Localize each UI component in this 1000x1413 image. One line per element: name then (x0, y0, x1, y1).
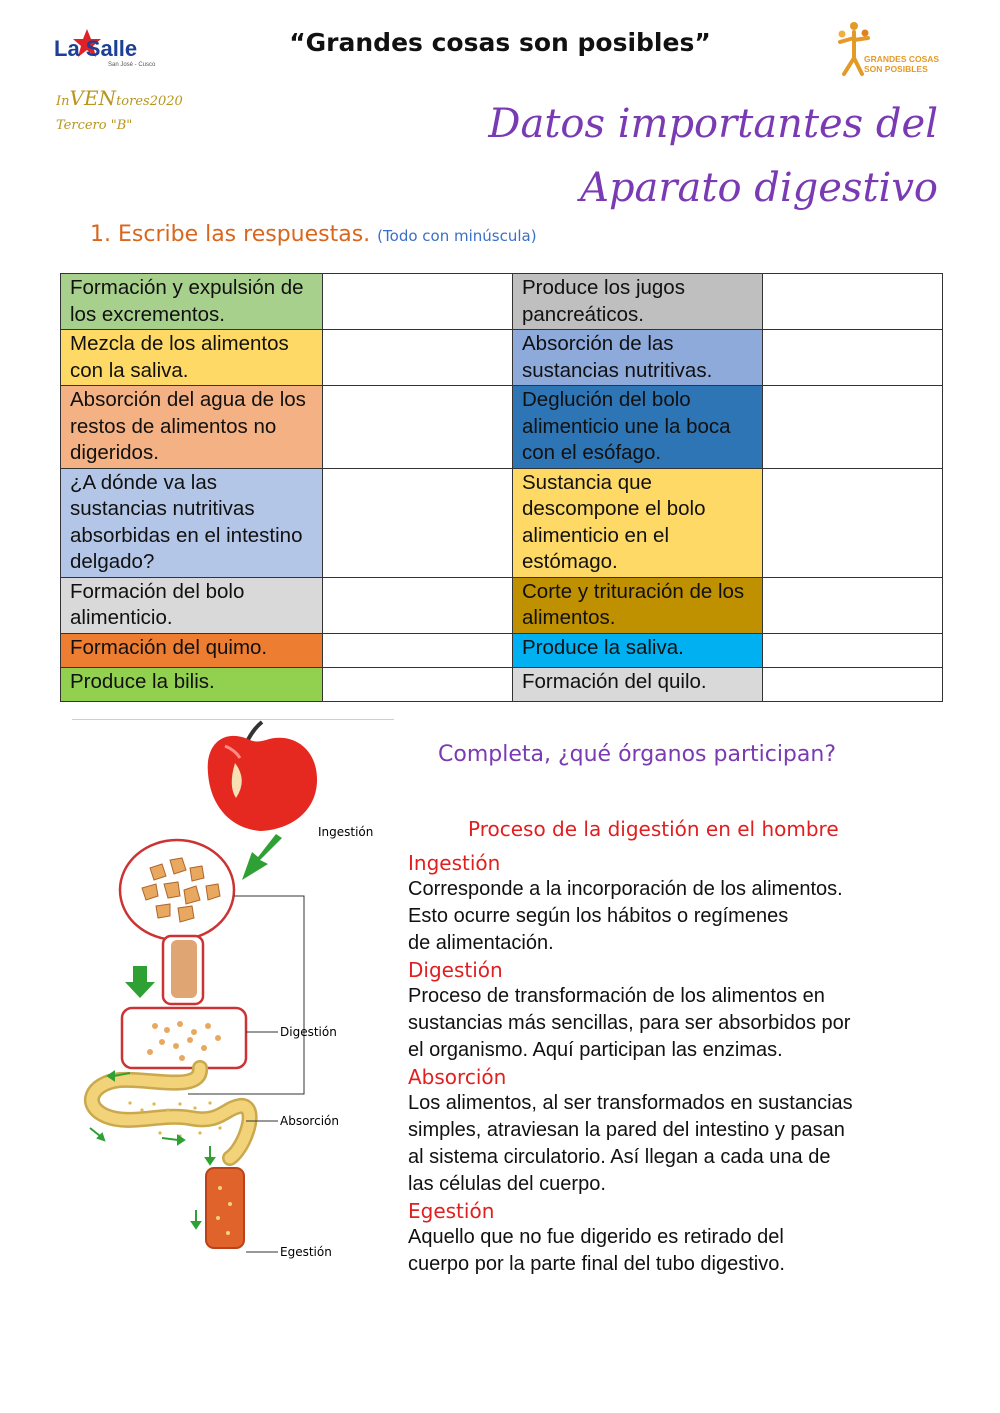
section-line: Esto ocurre según los hábitos o regímenes (408, 905, 789, 927)
section-title: Digestión (408, 958, 503, 982)
answer-field[interactable] (323, 633, 513, 667)
page-title (488, 92, 938, 220)
table-row (61, 330, 943, 386)
title-line-1: Datos importantes del (488, 101, 938, 147)
answer-field[interactable] (323, 330, 513, 386)
section-line: el organismo. Aquí participan las enzimas. (408, 1039, 783, 1061)
arrow-icon (242, 834, 282, 880)
grandes-cosas-logo (830, 18, 950, 84)
table-row (61, 468, 943, 577)
answer-field[interactable] (323, 468, 513, 577)
instruction (90, 222, 537, 247)
logo-right-line1: GRANDES COSAS (864, 54, 940, 64)
apple-icon (208, 722, 317, 831)
school-info (56, 86, 183, 138)
logo-subtext: San José - Cusco (108, 62, 156, 68)
process-sections (408, 850, 988, 1278)
question-cell: Formación del quimo. (61, 633, 323, 667)
section-line: cuerpo por la parte final del tubo digestivo. (408, 1253, 785, 1275)
answer-field[interactable] (323, 386, 513, 469)
question-cell: Corte y trituración de los alimentos. (513, 577, 763, 633)
section-absorption (408, 1064, 988, 1198)
table-row (61, 274, 943, 330)
answer-field[interactable] (763, 274, 943, 330)
section-ingestion (408, 850, 988, 957)
section-line: de alimentación. (408, 932, 554, 954)
section-line: las células del cuerpo. (408, 1173, 606, 1195)
section-egestion (408, 1198, 988, 1278)
answer-field[interactable] (323, 667, 513, 701)
question-cell: Absorción de las sustancias nutritivas. (513, 330, 763, 386)
label-digestion: Digestión (280, 1025, 337, 1039)
question-cell: Formación del bolo alimenticio. (61, 577, 323, 633)
digestion-diagram (70, 718, 390, 1263)
logo-right-line2: SON POSIBLES (864, 64, 928, 74)
section-title: Ingestión (408, 851, 501, 875)
section-line: Corresponde a la incorporación de los alimentos. (408, 878, 843, 900)
label-ingestion: Ingestión (318, 825, 374, 839)
question-cell: Formación y expulsión de los excrementos. (61, 274, 323, 330)
grade: Tercero "B" (56, 118, 133, 133)
answer-field[interactable] (763, 468, 943, 577)
section-line: Los alimentos, al ser transformados en sustancias (408, 1092, 853, 1114)
question-cell: Produce los jugos pancreáticos. (513, 274, 763, 330)
question-cell: ¿A dónde va las sustancias nutritivas absorbidas en el intestino delgado? (61, 468, 323, 577)
section-line: simples, atraviesan la pared del intestino y pasan (408, 1119, 845, 1141)
question-cell: Formación del quilo. (513, 667, 763, 701)
answer-field[interactable] (763, 667, 943, 701)
motto: “Grandes cosas son posibles” (289, 28, 711, 57)
class-name: InVENtores2020 (56, 86, 183, 110)
answer-field[interactable] (763, 386, 943, 469)
section-line: sustancias más sencillas, para ser absorbidos por (408, 1012, 851, 1034)
section-question: Completa, ¿qué órganos participan? (438, 742, 836, 767)
logo-text: La Salle (54, 36, 138, 61)
section-title: Absorción (408, 1065, 507, 1089)
label-absorption: Absorción (280, 1114, 339, 1128)
title-line-2: Aparato digestivo (580, 165, 938, 211)
question-cell: Deglución del bolo alimenticio une la boca con el esófago. (513, 386, 763, 469)
answer-field[interactable] (763, 330, 943, 386)
label-egestion: Egestión (280, 1245, 332, 1259)
question-cell: Produce la bilis. (61, 667, 323, 701)
section-title: Egestión (408, 1199, 495, 1223)
instruction-note: (Todo con minúscula) (377, 227, 537, 245)
answers-table (60, 273, 943, 702)
table-row (61, 633, 943, 667)
process-title: Proceso de la digestión en el hombre (468, 817, 839, 841)
down-arrow-icon (125, 966, 155, 998)
table-row (61, 667, 943, 701)
instruction-text: 1. Escribe las respuestas. (90, 222, 371, 247)
table-row (61, 386, 943, 469)
question-cell: Sustancia que descompone el bolo alimenticio en el estómago. (513, 468, 763, 577)
section-line: Aquello que no fue digerido es retirado del (408, 1226, 784, 1248)
answer-field[interactable] (763, 577, 943, 633)
lasalle-logo (52, 28, 162, 72)
table-row (61, 577, 943, 633)
answer-field[interactable] (763, 633, 943, 667)
answer-field[interactable] (323, 274, 513, 330)
section-digestion (408, 957, 988, 1064)
question-cell: Absorción del agua de los restos de alimentos no digeridos. (61, 386, 323, 469)
question-cell: Produce la saliva. (513, 633, 763, 667)
section-line: Proceso de transformación de los alimentos en (408, 985, 825, 1007)
question-cell: Mezcla de los alimentos con la saliva. (61, 330, 323, 386)
answer-field[interactable] (323, 577, 513, 633)
section-line: al sistema circulatorio. Así llegan a cada una de (408, 1146, 831, 1168)
